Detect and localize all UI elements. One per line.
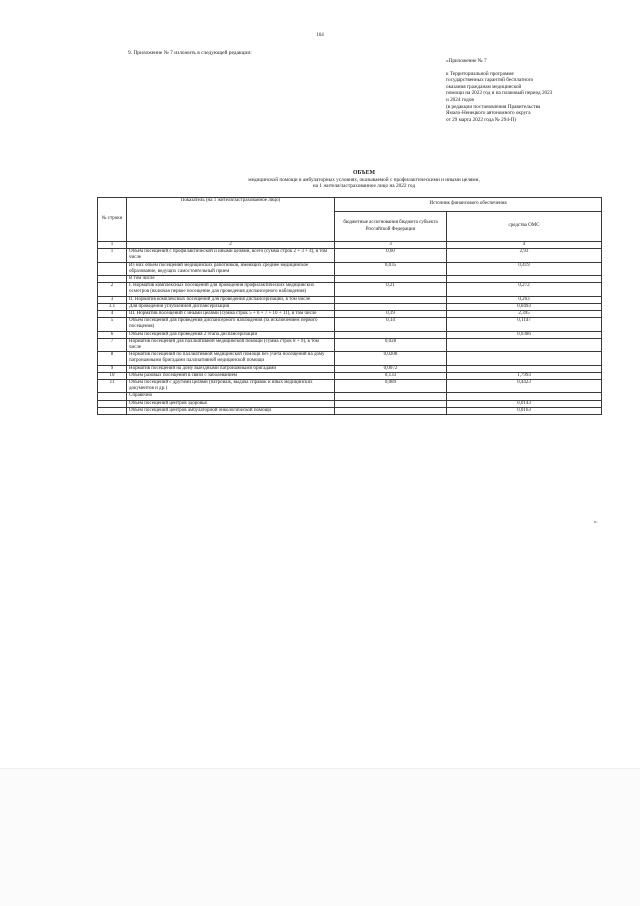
row-indicator: Объем посещений для проведения 2 этапа диспансеризации <box>127 331 335 338</box>
table-row <box>98 311 602 318</box>
row-oms-value: 0,4423 <box>447 380 602 393</box>
table-row <box>98 372 602 379</box>
table-row <box>98 400 602 407</box>
row-oms-value <box>447 365 602 372</box>
table-row <box>98 331 602 338</box>
row-oms-value: 2,395 <box>447 311 602 318</box>
page-number: 164 <box>316 33 324 38</box>
row-budget-value <box>335 393 447 400</box>
row-oms-value: 0,0386 <box>447 331 602 338</box>
appendix-line: оказания гражданам медицинской <box>446 83 522 90</box>
table-row <box>98 276 602 283</box>
table-row <box>98 283 602 296</box>
row-oms-value <box>447 352 602 365</box>
column-number: 3 <box>335 242 447 249</box>
table-row <box>98 338 602 351</box>
row-number: 3 <box>98 296 127 303</box>
title-main: ОБЪЕМ <box>353 170 375 176</box>
column-number: 2 <box>127 242 335 249</box>
row-number: 7 <box>98 338 127 351</box>
row-budget-value <box>335 331 447 338</box>
document-title <box>128 170 600 190</box>
row-budget-value <box>335 400 447 407</box>
row-number <box>98 400 127 407</box>
table-row <box>98 318 602 331</box>
table-row <box>98 365 602 372</box>
row-budget-value: 0,39 <box>335 311 447 318</box>
row-budget-value: 0,14 <box>335 318 447 331</box>
row-budget-value: 0,133 <box>335 372 447 379</box>
row-budget-value: 0,0072 <box>335 365 447 372</box>
row-indicator: Объем посещений с другими целями (патронаж, выдача справок и иных медицинских документов и др.) <box>127 380 335 393</box>
row-number: 8 <box>98 352 127 365</box>
row-indicator: Объем посещений центров амбулаторной онкологической помощи <box>127 407 335 414</box>
row-number: 3.1 <box>98 303 127 310</box>
row-indicator: Норматив посещений по паллиативной медицинской помощи без учета посещений на дому патронажными бригадами паллиативной медицинской помощи <box>127 352 335 365</box>
amendment-item-9: 9. Приложение № 7 изложить в следующей редакции: <box>128 50 252 56</box>
row-indicator: II. Норматив комплексных посещений для проведения диспансеризации, в том числе <box>127 296 335 303</box>
row-indicator: I. Норматив комплексных посещений для проведения профилактических медицинских осмотров (включая первое посещение для проведения диспансерного наблюдения) <box>127 283 335 296</box>
row-oms-value: 0,0163 <box>447 407 602 414</box>
header-row-number: № строки <box>98 198 127 242</box>
appendix-line: к Территориальной программе <box>446 70 514 77</box>
row-number <box>98 262 127 275</box>
row-number: 11 <box>98 380 127 393</box>
appendix-line: государственных гарантий бесплатного <box>446 77 534 84</box>
row-indicator: Объем разовых посещений в связи с заболеванием <box>127 372 335 379</box>
row-indicator: Норматив посещений на дому выездными патронажными бригадами <box>127 365 335 372</box>
row-number: 2 <box>98 283 127 296</box>
header-budget: бюджетные ассигнования бюджета субъекта Российской Федерации <box>335 212 447 242</box>
row-number: 5 <box>98 318 127 331</box>
row-oms-value: 0,419 <box>447 262 602 275</box>
row-indicator: В том числе <box>127 276 335 283</box>
row-oms-value <box>447 276 602 283</box>
row-budget-value: 0,21 <box>335 283 447 296</box>
row-oms-value: 1,7993 <box>447 372 602 379</box>
row-budget-value <box>335 303 447 310</box>
appendix-line: Ямало-Ненецкого автономного округа <box>446 110 531 117</box>
row-oms-value: 0,0493 <box>447 303 602 310</box>
row-indicator: Для проведения углубленной диспансеризации <box>127 303 335 310</box>
table-row <box>98 380 602 393</box>
row-oms-value <box>447 338 602 351</box>
row-budget-value <box>335 276 447 283</box>
row-indicator: Справочно <box>127 393 335 400</box>
table-row <box>98 393 602 400</box>
row-budget-value: 0,035 <box>335 262 447 275</box>
table-row <box>98 296 602 303</box>
row-oms-value: 0,0143 <box>447 400 602 407</box>
row-number <box>98 407 127 414</box>
table-row <box>98 249 602 262</box>
row-number: 1 <box>98 249 127 262</box>
row-budget-value: 0,089 <box>335 380 447 393</box>
row-oms-value: 0,272 <box>447 283 602 296</box>
row-number <box>98 393 127 400</box>
row-number: 10 <box>98 372 127 379</box>
table-row <box>98 407 602 414</box>
row-oms-value <box>447 393 602 400</box>
header-funding-source: Источник финансового обеспечения <box>335 198 602 212</box>
table-row <box>98 303 602 310</box>
row-number: 4 <box>98 311 127 318</box>
header-indicator: Показатель (на 1 жителя/застрахованное лицо) <box>127 198 335 242</box>
row-number: 6 <box>98 331 127 338</box>
row-indicator: Объем посещений с профилактической и иными целями, всего (сумма строк 2 + 3 + 4), в том числе <box>127 249 335 262</box>
column-number: 1 <box>98 242 127 249</box>
appendix-line: от 29 марта 2022 года № 294-П) <box>446 116 517 123</box>
appendix-header <box>446 58 606 123</box>
row-budget-value: 0,0208 <box>335 352 447 365</box>
row-oms-value: 0,263 <box>447 296 602 303</box>
row-oms-value: 2,93 <box>447 249 602 262</box>
row-number <box>98 276 127 283</box>
appendix-line: (в редакции постановления Правительства <box>446 103 541 110</box>
row-oms-value: 0,1147 <box>447 318 602 331</box>
row-budget-value <box>335 407 447 414</box>
appendix-title: «Приложение № 7 <box>446 58 487 64</box>
row-budget-value: 0,028 <box>335 338 447 351</box>
column-number: 4 <box>447 242 602 249</box>
row-indicator: Норматив посещений для паллиативной медицинской помощи (сумма строк 8 + 9), в том числе <box>127 338 335 351</box>
header-oms: средства ОМС <box>447 212 602 242</box>
row-indicator: Из них объем посещений медицинских работников, имеющих среднее медицинское образование, ведущих самостоятельный прием <box>127 262 335 275</box>
row-indicator: Объем посещений для проведения диспансерного наблюдения (за исключением первого посещения) <box>127 318 335 331</box>
row-indicator: Объем посещений центров здоровья <box>127 400 335 407</box>
table-row <box>98 352 602 365</box>
table-row <box>98 262 602 275</box>
row-budget-value <box>335 296 447 303</box>
closing-quote-mark: ». <box>594 520 598 525</box>
title-subtitle: на 1 жителя/застрахованное лицо на 2022 год <box>312 183 416 190</box>
appendix-line: и 2024 годов <box>446 96 474 103</box>
blank-margin <box>0 768 640 906</box>
row-budget-value: 0,60 <box>335 249 447 262</box>
row-number: 9 <box>98 365 127 372</box>
title-subtitle: медицинской помощи в амбулаторных условиях, оказываемой с профилактическими и иными целями, <box>248 176 480 183</box>
row-indicator: III. Норматив посещений с иными целями (сумма строк 5 + 6 + 7 + 10 + 11), в том числе <box>127 311 335 318</box>
volume-table <box>97 197 602 415</box>
appendix-line: помощи на 2022 год и на плановый период 2023 <box>446 90 553 97</box>
